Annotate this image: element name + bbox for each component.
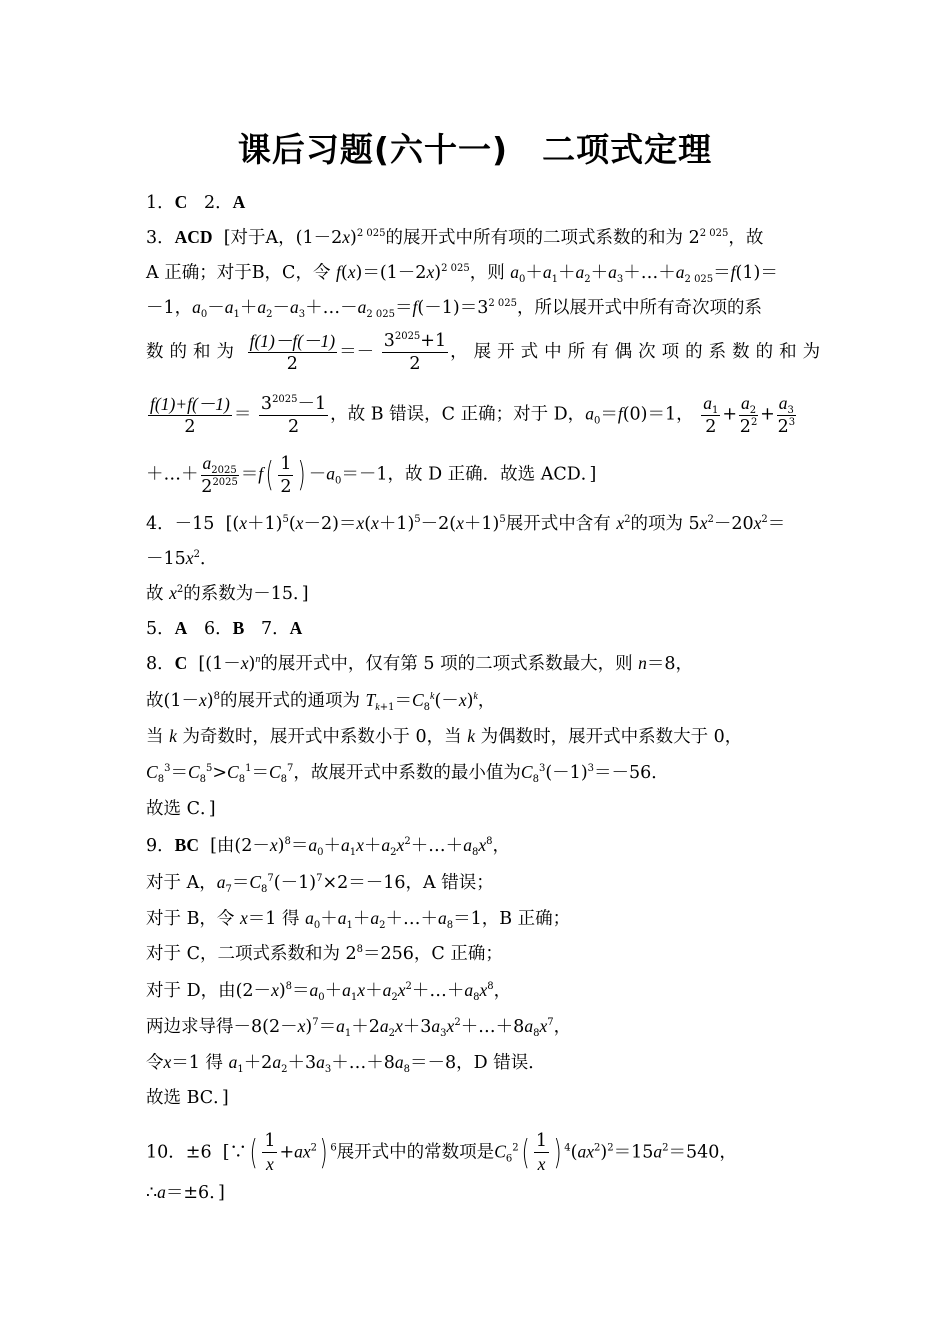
answer-9-line-6: 两边求导得$-8(2-x)^7=a_1+2a_2x+3a_3x^2+\dots+8a_8x^7$，	[146, 1016, 572, 1039]
answer-4-line-3: 故 $x^2$的系数为－15．]	[146, 583, 309, 604]
answer-8-line-2: 故$(1-x)^8$的展开式的通项为 $T_{k+1}=C_8^k(-x)^k$，	[146, 690, 496, 713]
answer-9-line-8: 故选 BC．]	[146, 1088, 229, 1108]
fraction-even: $\frac{f(1)+f(-1)}{2}$	[150, 393, 230, 437]
answer-9-line-7: 令x＝1 得 $a_1+2a_2+3a_3+\dots+8a_8=-8$，D 错误．	[146, 1052, 546, 1075]
answer-8-line-3: 当 k 为奇数时，展开式中系数小于 0，当 k 为偶数时，展开式中系数大于 0，	[146, 726, 743, 747]
answer-8-line-1: 8．C [$(1-x)^n$的展开式中，仅有第 5 项的二项式系数最大，则 n＝8，	[146, 653, 694, 674]
answer-3-line-3: －1，$a_0-a_1+a_2-a_3+\dots-a_{2 025}=f(-1)=3^{2 025}$，所以展开式中所有奇次项的系	[146, 297, 762, 320]
answer-3-line-6: ＋…＋ $\frac{a_{2025}}{2^{2025}}$ ＝f( $\frac{1}{2}$ ) $-a_0=-1$，故 D 正确．故选 ACD．]	[146, 453, 597, 497]
answer-8-line-5: 故选 C．]	[146, 799, 216, 819]
answer-9-line-5: 对于 D，由$(2-x)^8=a_0+a_1x+a_2x^2+\dots+a_8x^8$，	[146, 980, 512, 1003]
answer-9-line-3: 对于 B，令 x＝1 得 $a_0+a_1+a_2+\dots+a_8=1$，B 正确；	[146, 908, 571, 931]
answer-9-line-4: 对于 C，二项式系数和为 $2^8=256$，C 正确；	[146, 944, 503, 964]
answer-3-line-1: 3．ACD [对于A，$(1-2x)^{2 025}$的展开式中所有项的二项式系数的和为 $2^{2 025}$，故	[146, 227, 764, 248]
answer-9-line-2: 对于 A，$a_7=C_8^7(-1)^7\times 2=-16$，A 错误；	[146, 872, 494, 895]
answer-3-line-4: 数的和为 $\frac{f(1)-f(-1)}{2}$ ＝－ $\frac{3^{2025}+1}{2}$ ，展开式中所有偶次项的系数的和为	[146, 331, 827, 374]
answer-8-line-4: $C_8^3=C_8^5>C_8^1=C_8^7$，故展开式中系数的最小值为$C_8^3(-1)^3=-56$．	[146, 762, 669, 785]
answer-line-1-2: 1．C 2．A	[146, 192, 246, 213]
answer-4-line-1: 4．－15 [$(x+1)^5(x-2)=x(x+1)^5-2(x+1)^5$展开式中含有 $x^2$的项为 $5x^2-20x^2=$	[146, 513, 786, 534]
answer-4-line-2: $-15x^2$．	[146, 548, 218, 569]
fraction-odd-value: $\frac{3^{2025}+1}{2}$	[383, 331, 447, 374]
answer-10-line-1: 10．±6 [∵( $\frac{1}{x}$ $+ax^2$) $^6$展开式中的常数项是$C_6^2$( $\frac{1}{x}$ ) $^4(ax^2)^2=15a^2=540$，	[146, 1131, 737, 1174]
answer-10-line-2: ∴a＝±6．]	[146, 1182, 225, 1203]
answer-line-5-7: 5．A 6．B 7．A	[146, 618, 303, 639]
page-title: 课后习题(六十一) 二项式定理	[237, 130, 713, 169]
answer-3-line-5: $\frac{f(1)+f(-1)}{2}$ ＝ $\frac{3^{2025}-1}{2}$ ，故 B 错误，C 正确；对于 D，$a_0=f(0)=1$， $\frac{a_1}{2}$ + $\frac{a_2}{2^2}$ + $\frac{a_3}{2^3}$	[150, 393, 796, 437]
answer-3-line-2: A 正确；对于B，C，令 $f(x)=(1-2x)^{2 025}$，则 $a_0+a_1+a_2+a_3+\dots+a_{2 025}=f(1)=$	[146, 262, 778, 285]
fraction-odd: $\frac{f(1)-f(-1)}{2}$	[249, 331, 336, 374]
answer-9-line-1: 9．BC [由$(2-x)^8=a_0+a_1x+a_2x^2+\dots+a_8x^8$，	[146, 835, 510, 858]
fraction-even-value: $\frac{3^{2025}-1}{2}$	[260, 393, 327, 437]
